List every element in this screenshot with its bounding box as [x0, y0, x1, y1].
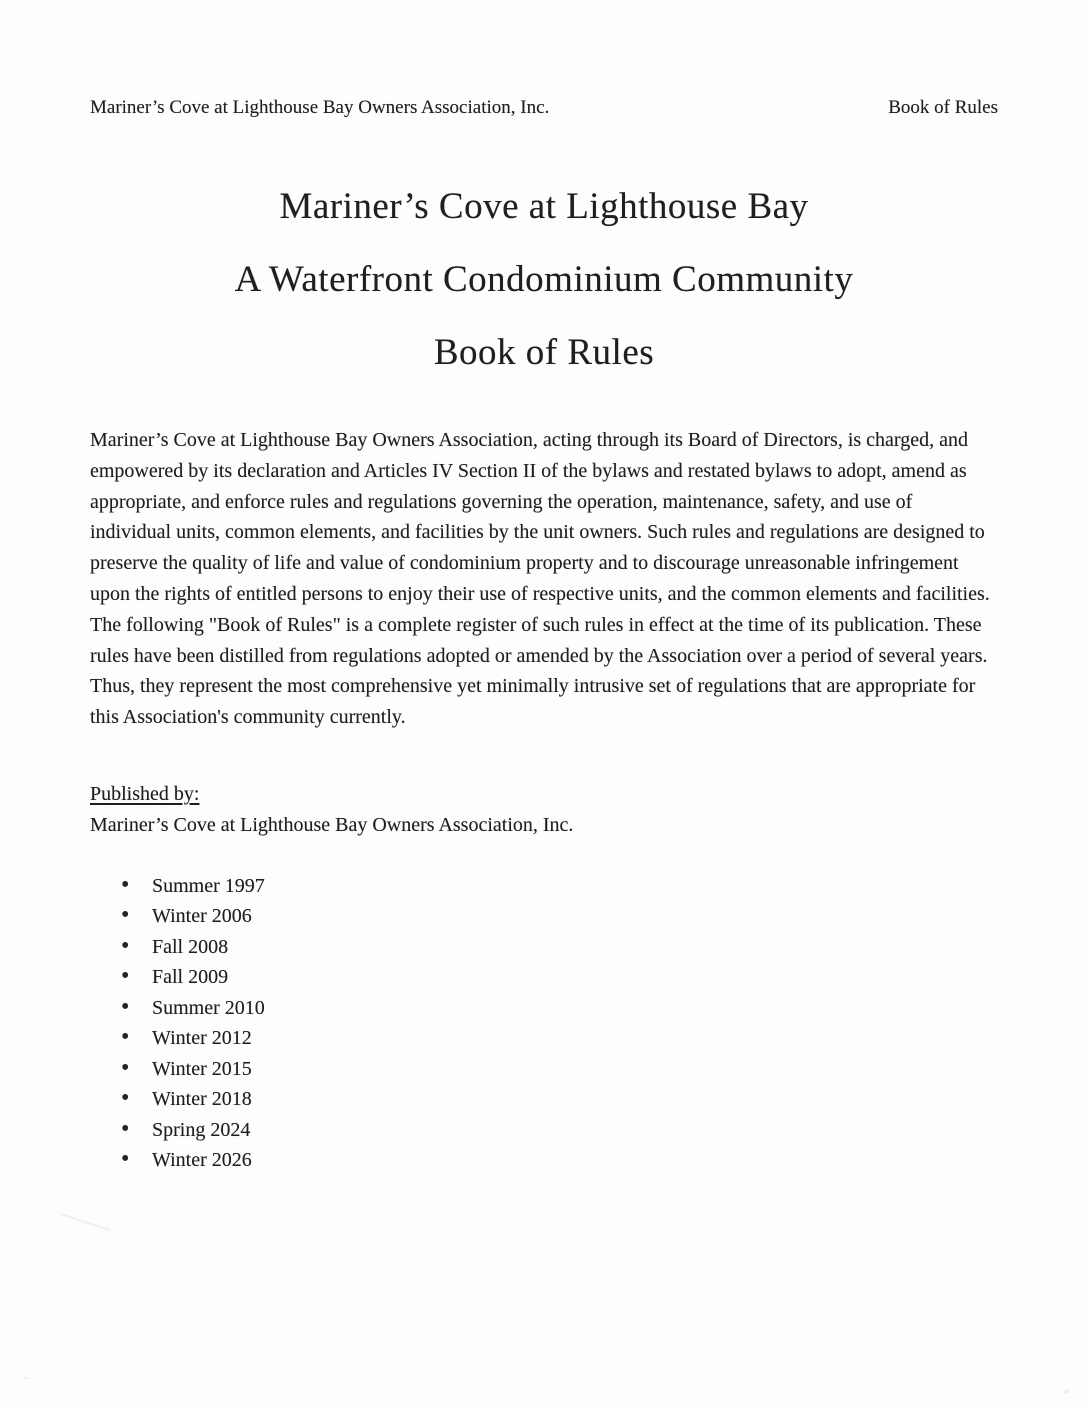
list-item [90, 1054, 998, 1085]
edition-label: Winter 2012 [152, 1027, 252, 1050]
edition-label: Winter 2018 [152, 1088, 252, 1111]
edition-list [90, 871, 998, 1176]
edition-label: Fall 2008 [152, 935, 229, 958]
edition-label: Summer 1997 [152, 874, 265, 897]
document-header [90, 96, 998, 120]
list-item [90, 1023, 998, 1054]
publisher-name: Mariner’s Cove at Lighthouse Bay Owners Association, Inc. [90, 813, 574, 836]
list-item [90, 932, 998, 963]
edition-label: Summer 2010 [152, 996, 265, 1019]
list-item [90, 993, 998, 1024]
list-item [90, 1145, 998, 1176]
document-title-line-1: Mariner’s Cove at Lighthouse Bay [279, 186, 809, 227]
edition-label: Winter 2015 [152, 1057, 252, 1080]
header-document-name: Book of Rules [888, 97, 998, 118]
edition-label: Winter 2006 [152, 905, 252, 928]
list-item [90, 871, 998, 902]
title-block [90, 170, 998, 389]
scan-artifact [59, 1213, 111, 1232]
scan-artifact [24, 1377, 29, 1379]
document-title-line-3: Book of Rules [433, 332, 655, 373]
document-title-line-2: A Waterfront Condominium Community [234, 259, 854, 300]
list-item [90, 901, 998, 932]
published-by-label: Published by: [90, 782, 200, 805]
header-association-name: Mariner’s Cove at Lighthouse Bay Owners Association, Inc. [90, 97, 550, 118]
intro-paragraph: Mariner’s Cove at Lighthouse Bay Owners Association, acting through its Board of Directors, is charged, and empowered by its declaration and Articles IV Section II of the bylaws and restated bylaws to adopt, amend as appropriate, and enforce rules and regulations governing the operation, maintenance, safety, and use of individual units, common elements, and facilities by the unit owners. Such rules and regulations are designed to preserve the quality of life and value of condominium property and to discourage unreasonable infringement upon the rights of entitled persons to enjoy their use of respective units, and the common elements and facilities. The following "Book of Rules" is a complete register of such rules in effect at the time of its publication. These rules have been distilled from regulations adopted or amended by the Association over a period of several years. Thus, they represent the most comprehensive yet minimally intrusive set of regulations that are appropriate for this Association's community currently. [90, 429, 990, 729]
scan-artifact [1063, 1389, 1070, 1395]
published-by-section [90, 779, 998, 841]
list-item [90, 962, 998, 993]
list-item [90, 1115, 998, 1146]
edition-label: Winter 2026 [152, 1149, 252, 1172]
edition-label: Fall 2009 [152, 966, 229, 989]
list-item [90, 1084, 998, 1115]
edition-label: Spring 2024 [152, 1118, 251, 1141]
